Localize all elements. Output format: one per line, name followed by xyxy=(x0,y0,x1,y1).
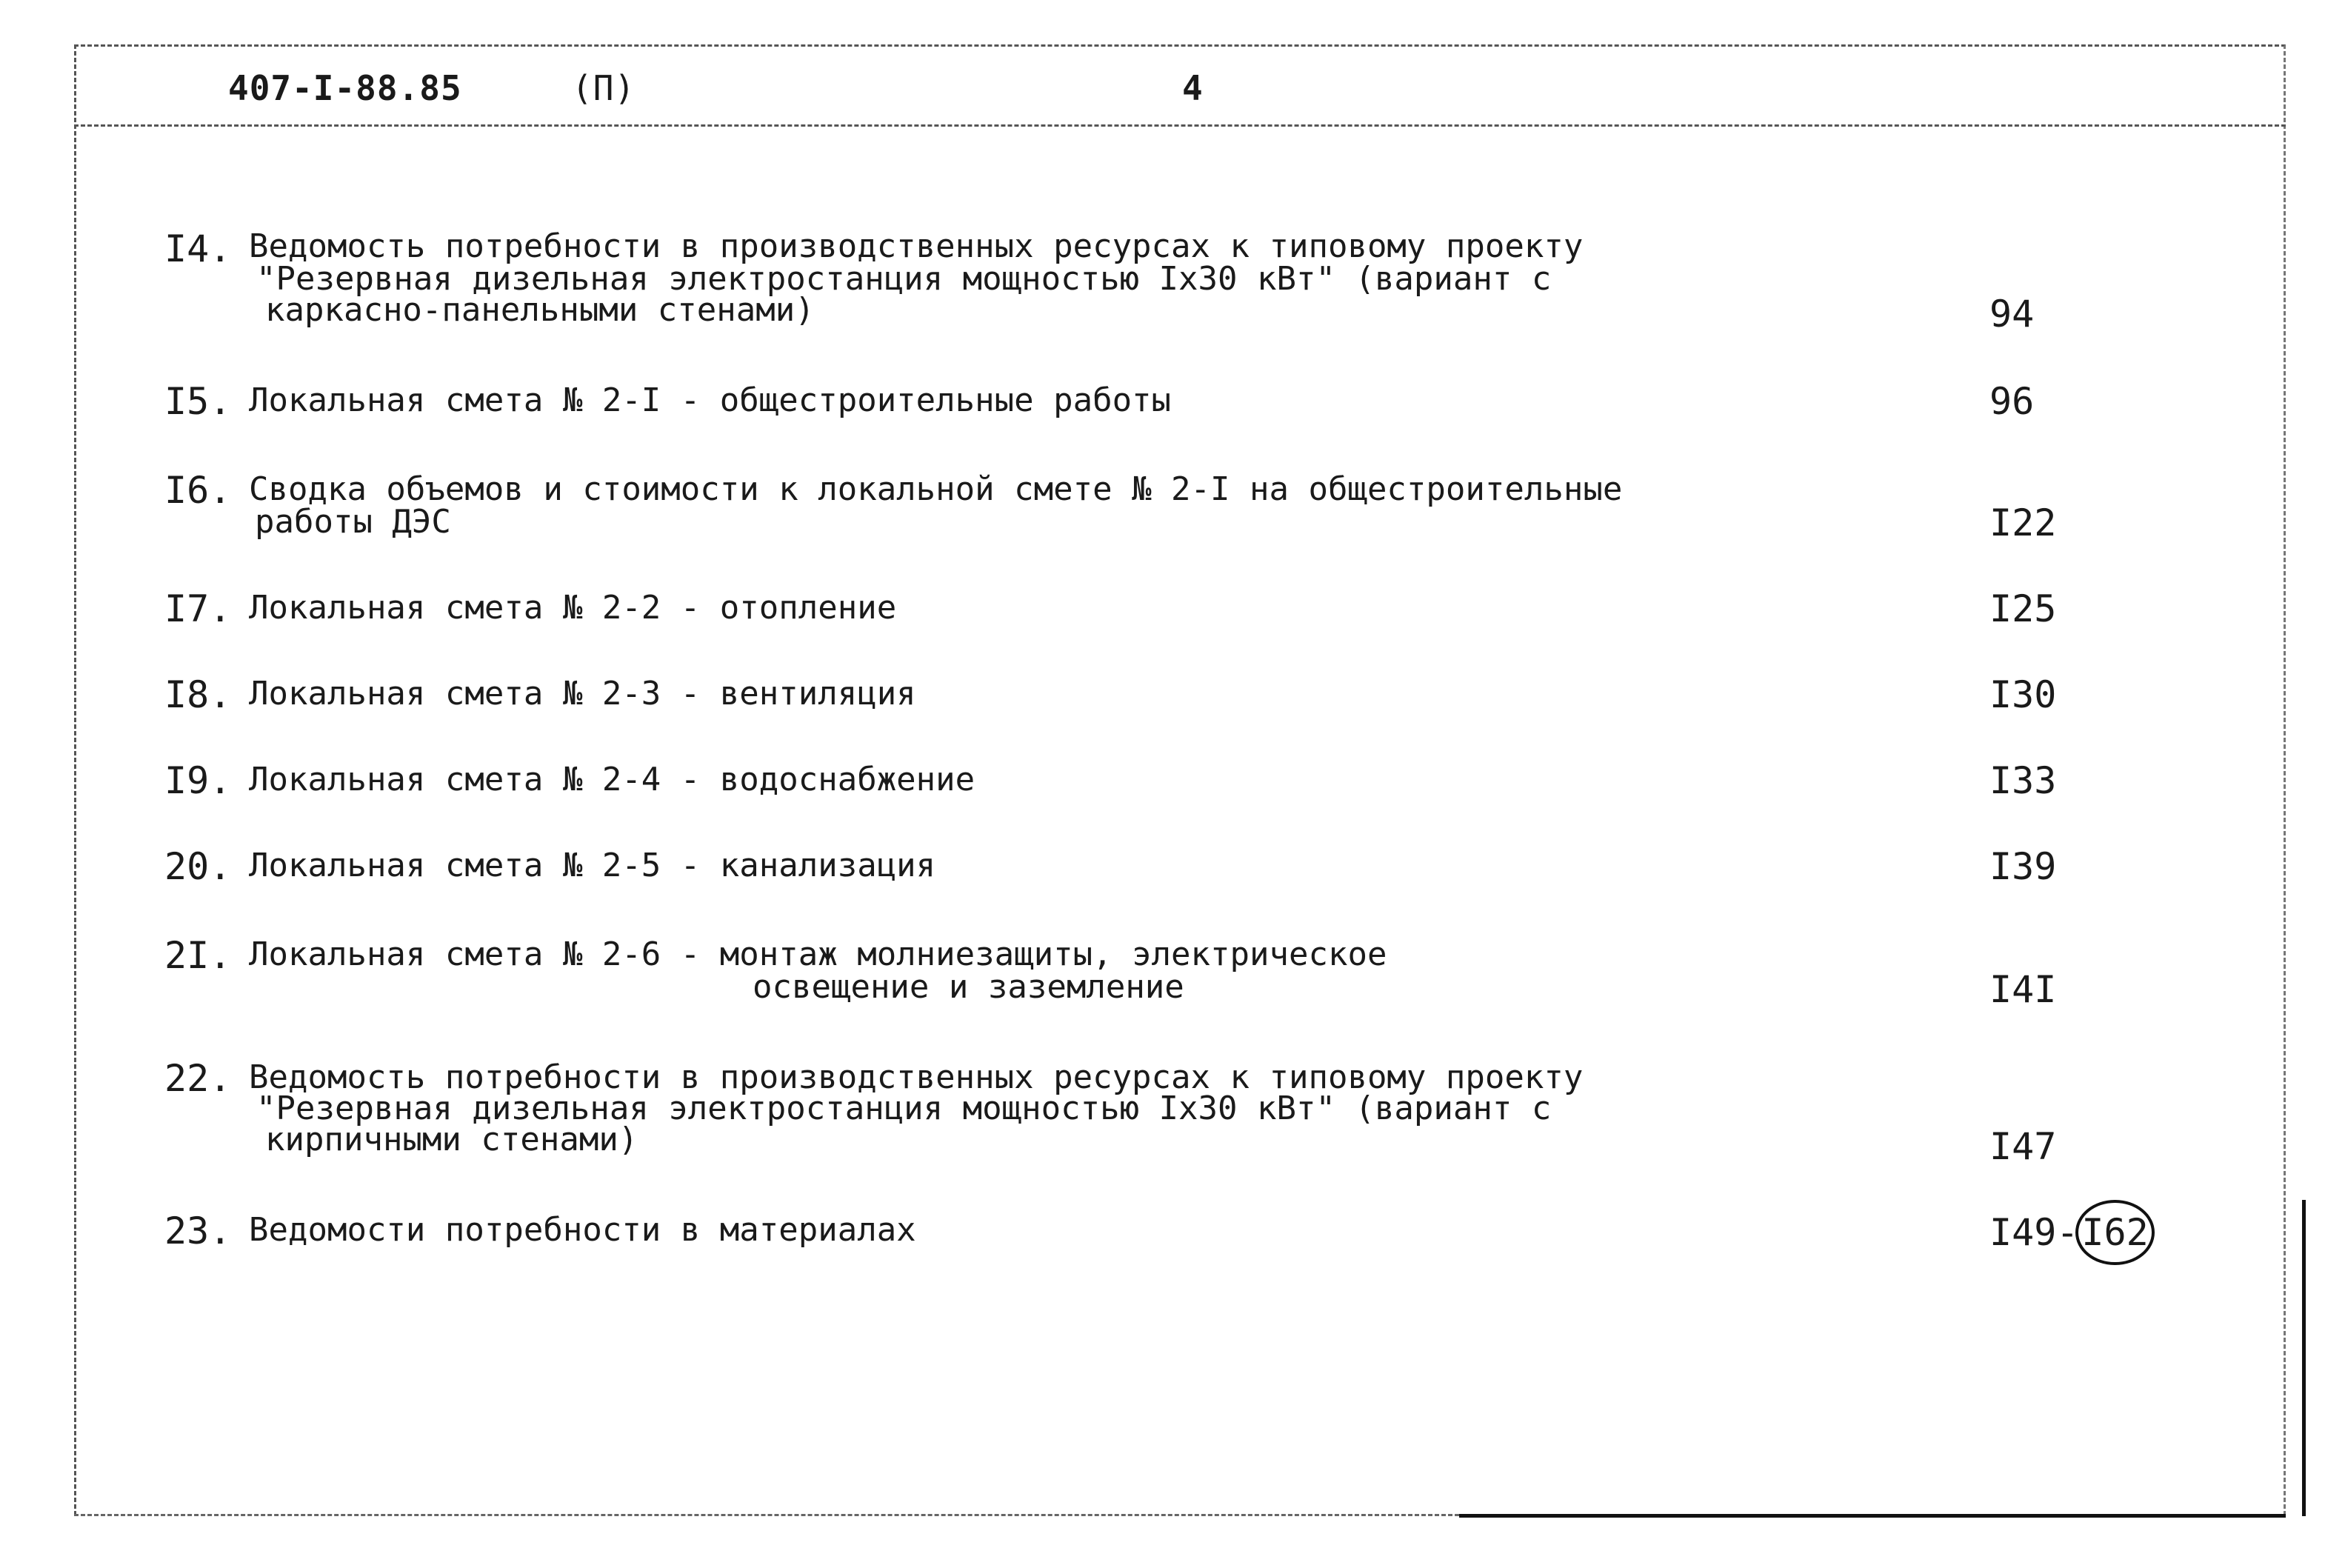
entry-page: I39 xyxy=(1989,845,2057,888)
entry-number: 22. xyxy=(164,1057,232,1100)
entry-title-line: Ведомость потребности в производственных ресурсах к типовому проекту xyxy=(249,227,1584,265)
entry-title-line: Локальная смета № 2-4 - водоснабжение xyxy=(249,761,975,798)
entry-number: I9. xyxy=(164,759,232,802)
entry-number: I7. xyxy=(164,587,232,630)
entry-number: 2I. xyxy=(164,934,232,977)
entry-number: I8. xyxy=(164,673,232,716)
sheet-bottom-border xyxy=(74,1514,1459,1516)
entry-title-line: Ведомости потребности в материалах xyxy=(249,1211,916,1249)
entry-page-range xyxy=(1989,1200,2155,1265)
entry-page: I4I xyxy=(1989,968,2057,1011)
entry-page: I47 xyxy=(1989,1125,2057,1168)
entry-page: I22 xyxy=(1989,501,2057,544)
entry-number: 23. xyxy=(164,1210,232,1252)
entry-title-line: освещение и заземление xyxy=(753,968,1184,1006)
entry-title-line: Сводка объемов и стоимости к локальной смете № 2-I на общестроительные xyxy=(249,470,1623,508)
document-code: 407-I-88.85 xyxy=(228,68,462,108)
header-divider xyxy=(74,124,2286,127)
entry-title-line: "Резервная дизельная электростанция мощностью Iх30 кВт" (вариант с xyxy=(256,1090,1552,1127)
entry-number: 20. xyxy=(164,845,232,888)
entry-title-line: Локальная смета № 2-I - общестроительные работы xyxy=(249,381,1172,419)
entry-page: 94 xyxy=(1989,293,2035,336)
entry-number: I6. xyxy=(164,469,232,512)
document-section: (П) xyxy=(572,68,636,108)
entry-title-line: Локальная смета № 2-5 - канализация xyxy=(249,847,936,884)
entry-title-line: Ведомость потребности в производственных ресурсах к типовому проекту xyxy=(249,1058,1584,1096)
entry-title-line: каркасно-панельными стенами) xyxy=(265,291,815,329)
entry-page: I33 xyxy=(1989,759,2057,802)
entry-page-start: I49- xyxy=(1989,1211,2079,1254)
entry-title-line: Локальная смета № 2-3 - вентиляция xyxy=(249,675,916,713)
entry-title-line: "Резервная дизельная электростанция мощностью Iх30 кВт" (вариант с xyxy=(256,260,1552,298)
title-block-left-line xyxy=(2302,1200,2306,1516)
entry-page: I30 xyxy=(1989,673,2057,716)
circled-page-end: I62 xyxy=(2075,1200,2154,1265)
title-block-top-line xyxy=(1459,1514,2286,1518)
entry-title-line: кирпичными стенами) xyxy=(265,1121,638,1158)
page-number: 4 xyxy=(1182,68,1204,108)
entry-title-line: работы ДЭС xyxy=(255,503,451,541)
entry-number: I4. xyxy=(164,227,232,270)
entry-title-line: Локальная смета № 2-2 - отопление xyxy=(249,589,897,627)
entry-number: I5. xyxy=(164,380,232,423)
entry-title-line: Локальная смета № 2-6 - монтаж молниезащиты, электрическое xyxy=(249,935,1387,973)
entry-page: I25 xyxy=(1989,587,2057,630)
entry-page: 96 xyxy=(1989,380,2035,423)
